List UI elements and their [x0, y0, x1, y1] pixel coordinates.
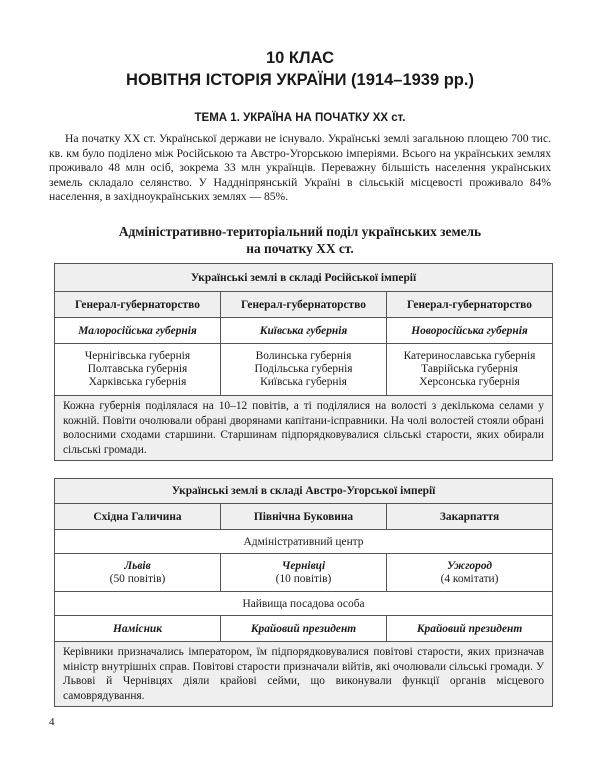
region-header: Закарпаття	[387, 504, 553, 530]
governorate-item: Таврійська губернія	[421, 363, 518, 375]
russian-table-note: Кожна губернія поділялася на 10–12 повітів, а ті поділялися на волості з декількома селами у кожній. Повіти очолювали обрані дворянами капітани-ісправники. На чолі волостей стояли обрані волосними сходами старшини. Старшинам підпорядковувалися сільські старости, яких обирали сільські громади.	[55, 396, 553, 461]
governorate-item: Полтавська губернія	[87, 363, 188, 375]
page-number: 4	[49, 716, 55, 728]
region-header: Східна Галичина	[55, 504, 221, 530]
austrian-table-note: Керівники призначались імператором, їм підпорядковувалися повітові старости, яких призначав міністр внутрішніх справ. Повітові старости призначали війтів, які очолювали сільські громади. У Львові й Чернівцях діяли крайові сейми, що виконували функції органів місцевого самоврядування.	[55, 642, 553, 707]
governorate-list	[221, 344, 387, 396]
austro-hungarian-table	[54, 478, 553, 707]
governorate-item: Київська губернія	[260, 376, 347, 388]
governorate-list	[55, 344, 221, 396]
admin-center-label: Адміністративний центр	[55, 530, 553, 554]
governorate-list	[387, 344, 553, 396]
main-governorate: Малоросійська губернія	[55, 318, 221, 344]
governorate-item: Харківська губернія	[88, 376, 187, 388]
center-city: Чернівці	[281, 559, 326, 572]
title-grade: 10 КЛАС	[265, 49, 334, 67]
theme-heading: ТЕМА 1. УКРАЇНА НА ПОЧАТКУ ХХ ст.	[194, 112, 406, 124]
page-title	[40, 47, 560, 91]
center-city: Львів	[124, 559, 151, 572]
russian-table-caption: Українські землі в складі Російської імперії	[55, 264, 553, 292]
general-governorate-header: Генерал-губернаторство	[55, 292, 221, 318]
subheading-line-1: Адміністративно-територіальний поділ українських земель	[118, 224, 482, 239]
admin-center	[387, 554, 553, 592]
highest-official-label: Найвища посадова особа	[55, 592, 553, 616]
governorate-item: Катеринославська губернія	[403, 350, 536, 362]
governorate-item: Волинська губернія	[255, 350, 352, 362]
official-title: Намісник	[55, 616, 221, 642]
russian-empire-table	[54, 263, 553, 461]
subheading-line-2: на початку ХХ ст.	[246, 241, 354, 256]
general-governorate-header: Генерал-губернаторство	[387, 292, 553, 318]
official-title: Крайовий президент	[387, 616, 553, 642]
center-count: (50 повітів)	[109, 572, 166, 585]
austrian-table-caption: Українські землі в складі Австро-Угорської імперії	[55, 479, 553, 504]
general-governorate-header: Генерал-губернаторство	[221, 292, 387, 318]
main-governorate: Новоросійська губернія	[387, 318, 553, 344]
center-count: (10 повітів)	[275, 572, 332, 585]
governorate-item: Херсонська губернія	[419, 376, 520, 388]
admin-center	[55, 554, 221, 592]
intro-paragraph: На початку ХХ ст. Української держави не існувало. Українські землі загальною площею 700 тис. кв. км було поділено між Російською та Австро-Угорською імперіями. Всього на українських землях проживало 48 млн осіб, зокрема 33 млн українців. Переважну більшість населення українських земель складало селянство. У Наддніпрянській Україні в сільській місцевості проживало 84% населення, в західноукраїнських землях — 85%.	[49, 132, 551, 204]
main-governorate: Київська губернія	[221, 318, 387, 344]
governorate-item: Подільська губернія	[254, 363, 353, 375]
center-count: (4 комітати)	[440, 572, 499, 585]
center-city: Ужгород	[447, 559, 493, 572]
official-title: Крайовий президент	[221, 616, 387, 642]
region-header: Північна Буковина	[221, 504, 387, 530]
governorate-item: Чернігівська губернія	[84, 350, 191, 362]
title-subject: НОВІТНЯ ІСТОРІЯ УКРАЇНИ (1914–1939 рр.)	[126, 71, 474, 89]
admin-center	[221, 554, 387, 592]
section-subheading	[40, 223, 560, 257]
